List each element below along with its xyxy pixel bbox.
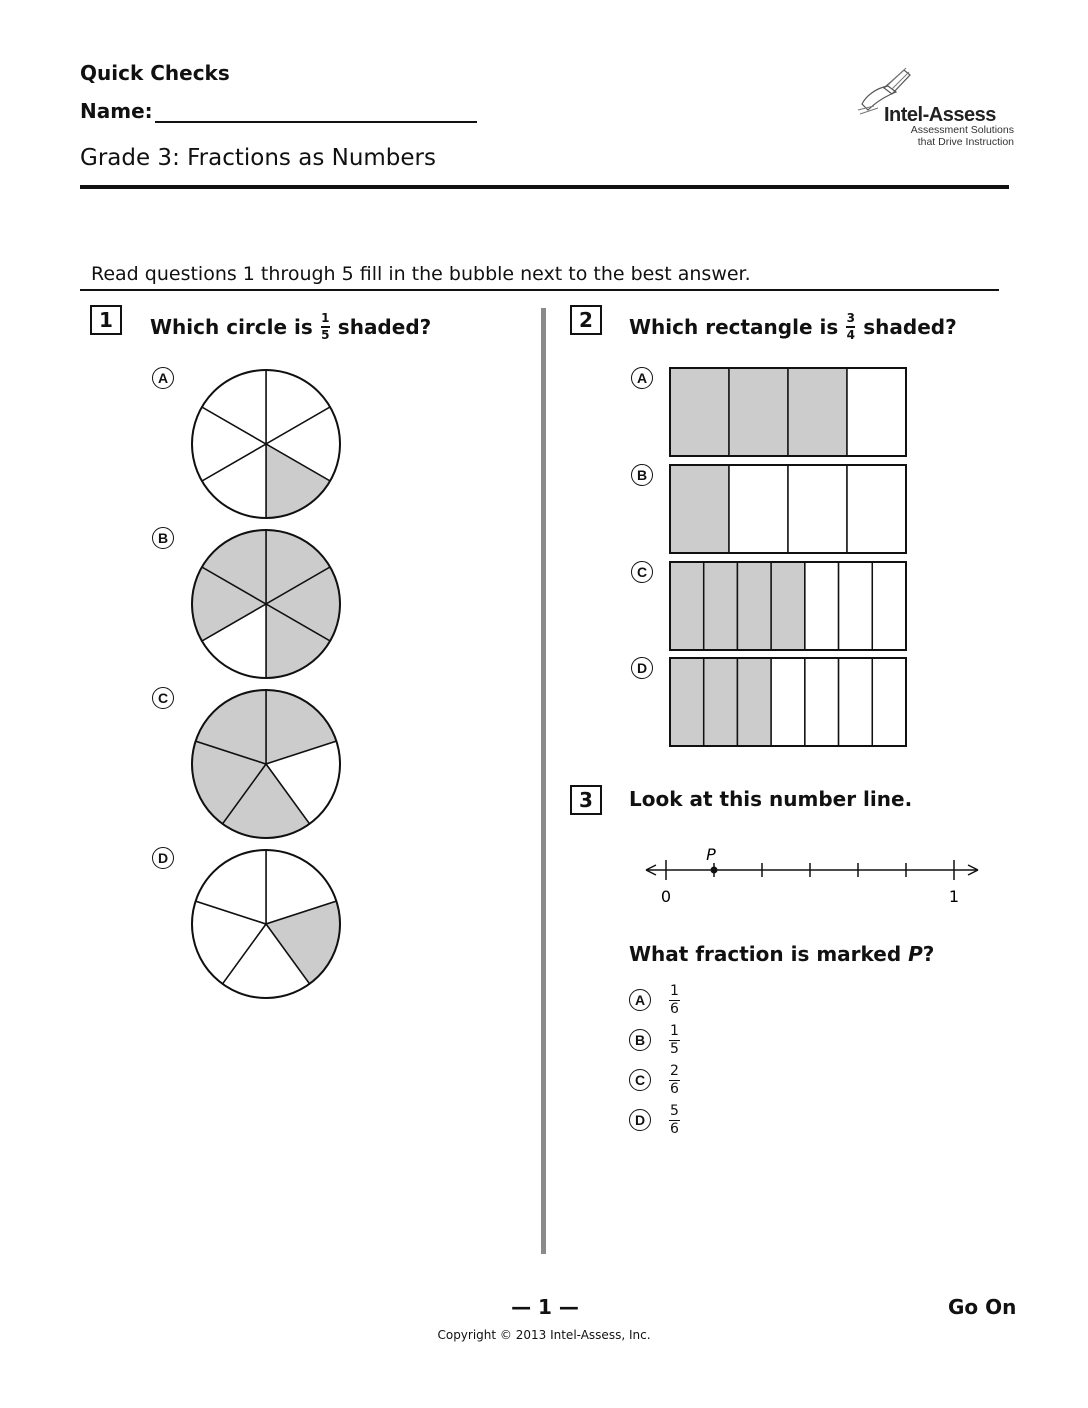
fraction-denominator: 6	[670, 1080, 679, 1097]
answer-row-d	[629, 1100, 680, 1140]
rectangle-part	[839, 658, 873, 746]
page-number: — 1 —	[511, 1295, 579, 1319]
subquestion-variable: P	[908, 942, 923, 966]
rectangle-part	[729, 368, 788, 456]
question-2-text-before: Which rectangle is	[629, 314, 839, 339]
answer-fraction	[669, 984, 680, 1017]
choice-d-bubble[interactable]: D	[629, 1109, 651, 1131]
rectangle-part	[839, 562, 873, 650]
circle-choice-b	[189, 527, 343, 681]
choice-c-bubble[interactable]: C	[152, 687, 174, 709]
name-label: Name:	[80, 99, 153, 123]
fraction-numerator: 5	[670, 1102, 679, 1119]
rectangle-part	[788, 465, 847, 553]
rectangle-choice-b	[669, 464, 907, 554]
question-3-choices	[629, 980, 680, 1140]
answer-fraction	[669, 1064, 680, 1097]
fraction-numerator: 1	[670, 1022, 679, 1039]
circle-choice-d	[189, 847, 343, 1001]
rectangle-part	[670, 658, 704, 746]
choice-c-bubble[interactable]: C	[631, 561, 653, 583]
rectangle-part	[704, 658, 738, 746]
question-1-text-after: shaded?	[337, 314, 432, 339]
choice-d-bubble[interactable]: D	[152, 847, 174, 869]
fraction-denominator: 4	[846, 327, 855, 342]
logo-tagline-2: that Drive Instruction	[917, 136, 1014, 148]
fraction-denominator: 5	[321, 327, 330, 342]
choice-c-bubble[interactable]: C	[629, 1069, 651, 1091]
rectangle-part	[805, 658, 839, 746]
subquestion-mark: ?	[922, 942, 935, 966]
rectangle-part	[729, 465, 788, 553]
rectangle-part	[737, 658, 771, 746]
point-p-label: P	[706, 845, 716, 864]
fraction-numerator: 1	[321, 311, 330, 325]
copyright: Copyright © 2013 Intel-Assess, Inc.	[437, 1328, 651, 1342]
number-line-start-label: 0	[660, 887, 672, 906]
column-divider	[541, 308, 546, 1254]
instructions: Read questions 1 through 5 fill in the bubble next to the best answer.	[91, 263, 751, 285]
question-2-text	[629, 312, 957, 342]
fraction-numerator: 2	[670, 1062, 679, 1079]
header-rule	[80, 185, 1009, 189]
fraction-numerator: 1	[670, 982, 679, 999]
page-subtitle: Grade 3: Fractions as Numbers	[80, 145, 436, 171]
answer-row-a	[629, 980, 680, 1020]
rectangle-choice-a	[669, 367, 907, 457]
rectangle-choice-c	[669, 561, 907, 651]
rectangle-part	[771, 658, 805, 746]
choice-d-bubble[interactable]: D	[631, 657, 653, 679]
rectangle-part	[847, 465, 906, 553]
answer-fraction	[669, 1024, 680, 1057]
question-2-text-after: shaded?	[863, 314, 957, 339]
rectangle-part	[872, 562, 906, 650]
choice-b-bubble[interactable]: B	[631, 464, 653, 486]
rectangle-part	[670, 465, 729, 553]
logo-tagline-1: Assessment Solutions	[910, 124, 1014, 136]
name-row	[80, 99, 477, 123]
question-1-fraction	[321, 312, 330, 342]
rectangle-choice-d	[669, 657, 907, 747]
rectangle-part	[771, 562, 805, 650]
question-3-subquestion	[629, 942, 934, 966]
instructions-rule	[80, 289, 999, 291]
question-1-text	[150, 312, 431, 342]
logo-brand: Intel-Assess	[884, 104, 996, 126]
choice-a-bubble[interactable]: A	[631, 367, 653, 389]
rectangle-part	[737, 562, 771, 650]
fraction-denominator: 6	[670, 1120, 679, 1137]
intel-assess-logo	[852, 66, 1012, 150]
answer-row-b	[629, 1020, 680, 1060]
choice-a-bubble[interactable]: A	[629, 989, 651, 1011]
choice-b-bubble[interactable]: B	[152, 527, 174, 549]
rectangle-part	[670, 368, 729, 456]
fraction-numerator: 3	[846, 311, 855, 325]
go-on-label: Go On	[948, 1295, 1017, 1319]
point-p-marker	[711, 867, 718, 874]
rectangle-part	[670, 562, 704, 650]
answer-row-c	[629, 1060, 680, 1100]
answer-fraction	[669, 1104, 680, 1137]
rectangle-part	[847, 368, 906, 456]
circle-choice-a	[189, 367, 343, 521]
question-3-number: 3	[570, 785, 602, 815]
question-1-text-before: Which circle is	[150, 314, 313, 339]
name-field[interactable]	[155, 101, 477, 123]
question-3-text: Look at this number line.	[629, 787, 913, 811]
number-line-end-label: 1	[948, 887, 960, 906]
circle-choice-c	[189, 687, 343, 841]
rectangle-part	[704, 562, 738, 650]
choice-a-bubble[interactable]: A	[152, 367, 174, 389]
rectangle-part	[788, 368, 847, 456]
header-title: Quick Checks	[80, 61, 230, 85]
question-2-fraction	[846, 312, 855, 342]
question-2-number: 2	[570, 305, 602, 335]
choice-b-bubble[interactable]: B	[629, 1029, 651, 1051]
fraction-denominator: 6	[670, 1000, 679, 1017]
rectangle-part	[805, 562, 839, 650]
fraction-denominator: 5	[670, 1040, 679, 1057]
question-1-number: 1	[90, 305, 122, 335]
number-line	[640, 842, 985, 908]
subquestion-text: What fraction is marked	[629, 942, 909, 966]
rectangle-part	[872, 658, 906, 746]
